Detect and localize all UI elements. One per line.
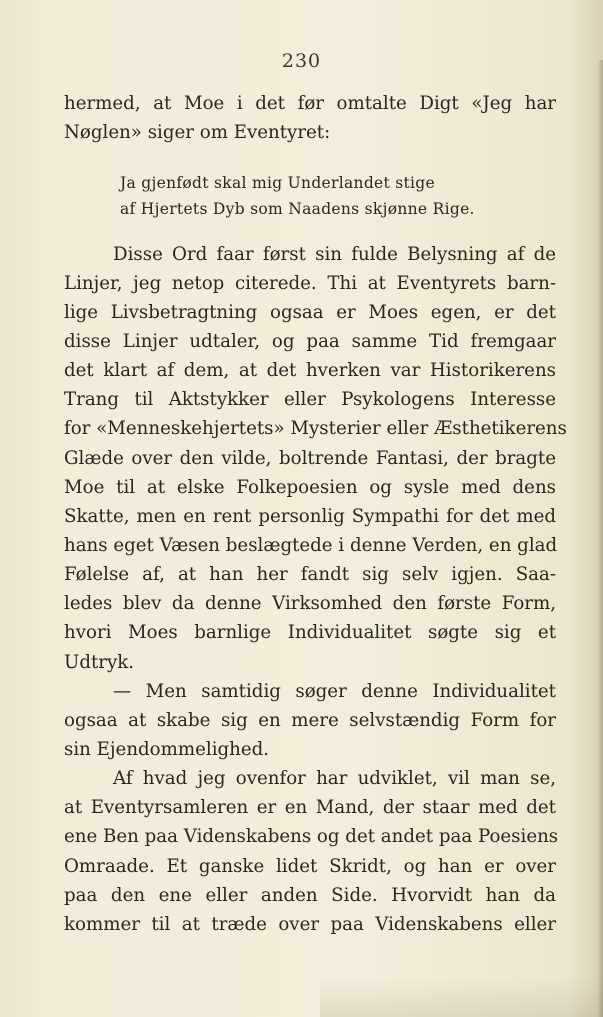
text-line: Nøglen» siger om Eventyret: <box>64 122 331 143</box>
verse-line: Ja gjenfødt skal mig Underlandet stige <box>120 174 436 192</box>
text-line: lige Livsbetragtning ogsaa er Moes egen, er det <box>64 302 556 323</box>
bottom-shadow <box>320 977 603 1017</box>
text-line: ogsaa at skabe sig en mere selvstændig Form for <box>64 710 556 731</box>
text-line: sin Ejendommelighed. <box>64 739 270 760</box>
text-line: Udtryk. <box>64 652 135 673</box>
text-line: Linjer, jeg netop citerede. Thi at Eventyrets barn- <box>64 273 556 294</box>
text-line: for «Menneskehjertets» Mysterier eller Æsthetikerens <box>64 418 567 439</box>
text-line: Glæde over den vilde, boltrende Fantasi, der bragte <box>64 448 556 469</box>
text-line: Disse Ord faar først sin fulde Belysning af de <box>113 244 556 265</box>
text-line: Følelse af, at han her fandt sig selv igjen. Saa- <box>64 564 556 585</box>
text-line: ledes blev da denne Virksomhed den første Form, <box>64 593 556 614</box>
text-line: det klart af dem, at det hverken var Historikerens <box>64 360 556 381</box>
text-line: disse Linjer udtaler, og paa samme Tid fremgaar <box>64 331 556 352</box>
text-line: Af hvad jeg ovenfor har udviklet, vil man se, <box>113 768 556 789</box>
page-edge-shadow <box>597 60 603 1017</box>
text-line: kommer til at træde over paa Videnskabens eller <box>64 914 556 935</box>
text-line: ene Ben paa Videnskabens og det andet paa Poesiens <box>64 826 559 847</box>
text-line: hvori Moes barnlige Individualitet søgte sig et <box>64 622 556 643</box>
text-line: Moe til at elske Folkepoesien og sysle med dens <box>64 477 556 498</box>
text-line: hermed, at Moe i det før omtalte Digt «Jeg har <box>64 93 556 114</box>
text-line: Trang til Aktstykker eller Psykologens Interesse <box>64 389 556 410</box>
page-number: 230 <box>281 50 322 72</box>
verse-line: af Hjertets Dyb som Naadens skjønne Rige. <box>120 200 475 218</box>
text-line: hans eget Væsen beslægtede i denne Verden, en glad <box>64 535 558 556</box>
text-line: at Eventyrsamleren er en Mand, der staar med det <box>64 797 556 818</box>
text-line: Skatte, men en rent personlig Sympathi for det med <box>64 506 556 527</box>
text-line: — Men samtidig søger denne Individualitet <box>113 681 556 702</box>
text-line: Omraade. Et ganske lidet Skridt, og han er over <box>64 856 556 877</box>
text-line: paa den ene eller anden Side. Hvorvidt han da <box>64 885 556 906</box>
